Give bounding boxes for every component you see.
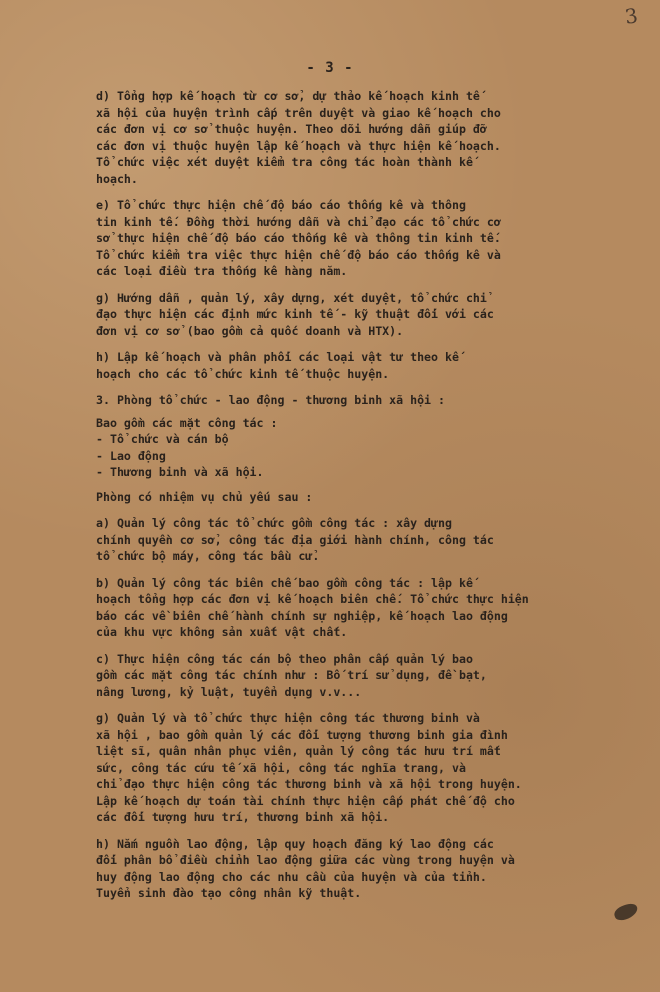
text-line: nâng lương, kỷ luật, tuyển dụng v.v...: [96, 684, 362, 699]
text-line: sở thực hiện chế độ báo cáo thống kê và thông tin kinh tế.: [96, 231, 501, 245]
text-line: đơn vị cơ sở (bao gồm cả quốc doanh và HTX).: [96, 323, 404, 338]
duty-paragraph-2: [96, 651, 596, 701]
text-line: của khu vực không sản xuất vật chất.: [96, 625, 348, 639]
duties-label: Phòng có nhiệm vụ chủ yếu sau :: [96, 489, 313, 504]
text-line: b) Quản lý công tác biên chế bao gồm công tác : lập kế: [96, 575, 473, 590]
includes-label: Bao gồm các mặt công tác :: [96, 415, 278, 430]
text-line: các loại điều tra thống kê hàng năm.: [96, 264, 348, 278]
text-line: gồm các mặt công tác chính như : Bố trí sử dụng, đề bạt,: [96, 668, 487, 682]
text-line: các đơn vị thuộc huyện lập kế hoạch và thực hiện kế hoạch.: [96, 138, 501, 153]
text-line: h) Nắm nguồn lao động, lập quy hoạch đăng ký lao động các: [96, 836, 494, 851]
text-line: Tổ chức kiểm tra việc thực hiện chế độ báo cáo thống kê và: [96, 247, 501, 262]
section-heading: 3. Phòng tổ chức - lao động - thương binh xã hội :: [96, 393, 446, 407]
text-line: đạo thực hiện các định mức kinh tế - kỹ thuật đối với các: [96, 307, 494, 321]
text-line: g) Quản lý và tổ chức thực hiện công tác thương binh và: [96, 711, 480, 725]
page-number: - 3 -: [306, 60, 354, 76]
ink-smudge: [612, 902, 639, 923]
text-line: hoạch cho các tổ chức kinh tế thuộc huyện.: [96, 366, 390, 381]
text-line: g) Hướng dẫn , quản lý, xây dựng, xét duyệt, tổ chức chỉ: [96, 290, 487, 305]
text-line: đối phân bổ điều chỉnh lao động giữa các vùng trong huyện và: [96, 853, 515, 867]
text-line: Lập kế hoạch dự toán tài chính thực hiện cấp phát chế độ cho: [96, 793, 515, 808]
text-line: tin kinh tế. Đồng thời hướng dẫn và chỉ đạo các tổ chức cơ: [96, 214, 501, 229]
includes-item: - Tổ chức và cán bộ: [96, 432, 229, 446]
text-line: xã hội của huyện trình cấp trên duyệt và giao kế hoạch cho: [96, 105, 501, 120]
paragraph-2: [96, 290, 596, 340]
duty-paragraph-4: [96, 836, 596, 902]
text-line: hoạch.: [96, 171, 138, 186]
includes-item: - Thương binh và xã hội.: [96, 465, 264, 479]
text-line: d) Tổng hợp kế hoạch từ cơ sở, dự thảo kế hoạch kinh tế: [96, 89, 480, 103]
paragraphs-duties: [96, 515, 596, 902]
paragraph-1: [96, 197, 596, 280]
paragraph-0: [96, 88, 596, 187]
duty-paragraph-1: [96, 575, 596, 641]
includes-list: [96, 431, 596, 481]
text-line: huy động lao động cho các nhu cầu của huyện và của tỉnh.: [96, 869, 487, 884]
text-line: Tổ chức việc xét duyệt kiểm tra công tác hoàn thành kế: [96, 155, 473, 169]
text-line: các đối tượng hưu trí, thương binh xã hội.: [96, 810, 390, 824]
includes-item: - Lao động: [96, 448, 166, 463]
document-body: [96, 88, 596, 912]
duty-paragraph-0: [96, 515, 596, 565]
text-line: xã hội , bao gồm quản lý các đối tượng thương binh gia đình: [96, 727, 508, 742]
text-line: h) Lập kế hoạch và phân phối các loại vật tư theo kế: [96, 350, 459, 364]
text-line: báo các về biên chế hành chính sự nghiệp, kế hoạch lao động: [96, 608, 508, 623]
text-line: a) Quản lý công tác tổ chức gồm công tác : xây dựng: [96, 516, 452, 530]
text-line: c) Thực hiện công tác cán bộ theo phân cấp quản lý bao: [96, 651, 473, 666]
paragraph-3: [96, 349, 596, 382]
text-line: chỉ đạo thực hiện công tác thương binh và xã hội trong huyện.: [96, 777, 522, 791]
corner-page-number: 3: [623, 3, 640, 29]
text-line: e) Tổ chức thực hiện chế độ báo cáo thống kê và thông: [96, 198, 466, 212]
paragraphs-planning: [96, 88, 596, 382]
text-line: tổ chức bộ máy, công tác bầu cử.: [96, 549, 320, 563]
text-line: sức, công tác cứu tế xã hội, công tác nghĩa trang, và: [96, 760, 466, 775]
duty-paragraph-3: [96, 710, 596, 826]
text-line: hoạch tổng hợp các đơn vị kế hoạch biên chế. Tổ chức thực hiện: [96, 592, 529, 606]
text-line: các đơn vị cơ sở thuộc huyện. Theo dõi hướng dẫn giúp đỡ: [96, 122, 487, 136]
text-line: chính quyền cơ sở, công tác địa giới hành chính, công tác: [96, 532, 494, 547]
text-line: Tuyển sinh đào tạo công nhân kỹ thuật.: [96, 886, 362, 900]
text-line: liệt sĩ, quân nhân phục viên, quản lý công tác hưu trí mất: [96, 744, 501, 758]
